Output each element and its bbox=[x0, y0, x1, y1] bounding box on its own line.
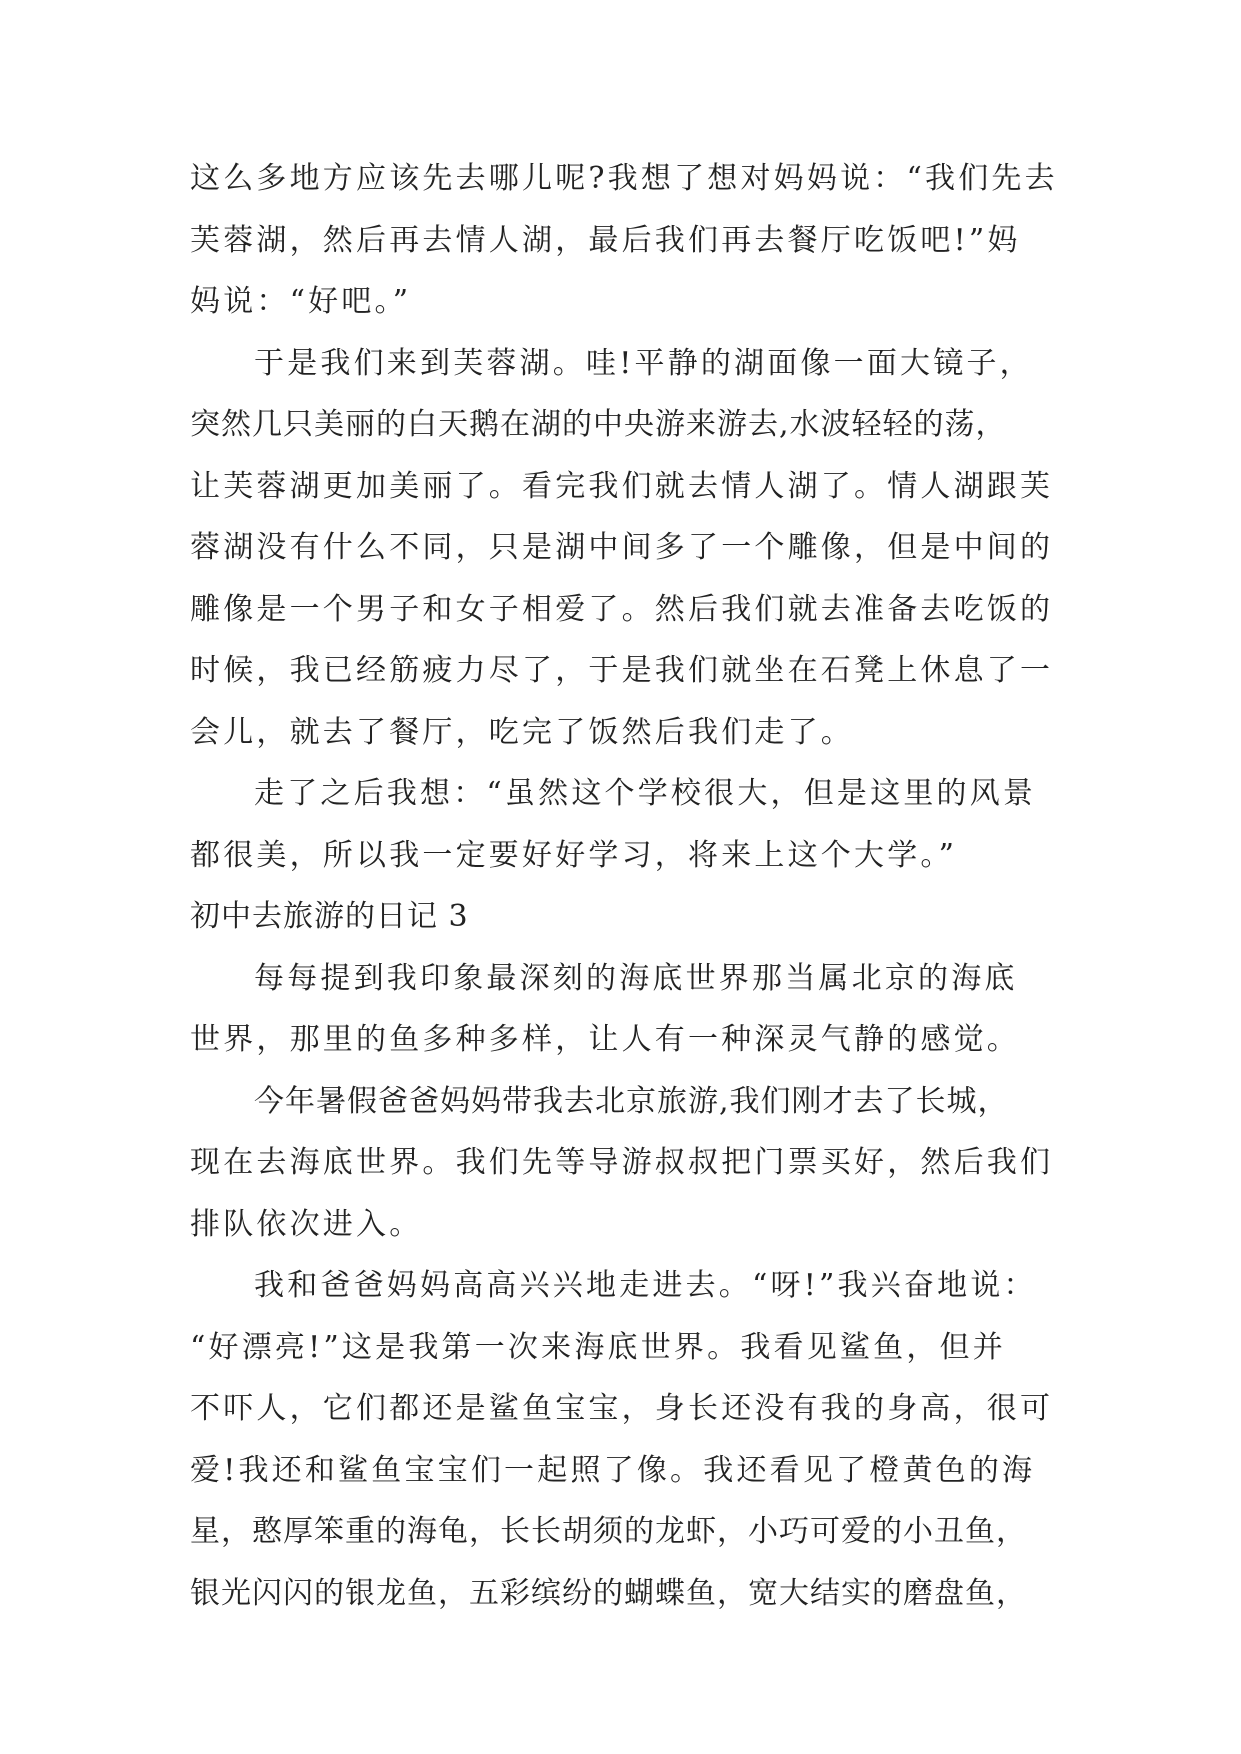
section-heading: 初中去旅游的日记 3 bbox=[190, 899, 469, 934]
text-line: 都很美，所以我一定要好好学习，将来上这个大学。” bbox=[190, 837, 958, 873]
text-line: 现在去海底世界。我们先等导游叔叔把门票买好，然后我们 bbox=[190, 1145, 1054, 1180]
text-line: 时候，我已经筋疲力尽了，于是我们就坐在石凳上休息了一 bbox=[190, 653, 1054, 688]
text-line: 我和爸爸妈妈高高兴兴地走进去。“呀!”我兴奋地说： bbox=[254, 1268, 1037, 1303]
text-line: 妈说：“好吧。” bbox=[190, 284, 412, 319]
text-line: 不吓人，它们都还是鲨鱼宝宝，身长还没有我的身高，很可 bbox=[190, 1391, 1054, 1426]
text-line: 让芙蓉湖更加美丽了。看完我们就去情人湖了。情人湖跟芙 bbox=[190, 468, 1054, 504]
text-line: 雕像是一个男子和女子相爱了。然后我们就去准备去吃饭的 bbox=[190, 591, 1054, 627]
text-line: 突然几只美丽的白天鹅在湖的中央游来游去,水波轻轻的荡， bbox=[190, 407, 1007, 442]
text-line: 蓉湖没有什么不同，只是湖中间多了一个雕像，但是中间的 bbox=[190, 530, 1054, 565]
text-line: 会儿，就去了餐厅，吃完了饭然后我们走了。 bbox=[190, 714, 854, 750]
text-line: 爱!我还和鲨鱼宝宝们一起照了像。我还看见了橙黄色的海 bbox=[190, 1452, 1036, 1488]
text-line: 银光闪闪的银龙鱼，五彩缤纷的蝴蝶鱼，宽大结实的磨盘鱼， bbox=[190, 1575, 1027, 1611]
text-line: 星，憨厚笨重的海龟，长长胡须的龙虾，小巧可爱的小丑鱼， bbox=[190, 1514, 1027, 1549]
text-line: 这么多地方应该先去哪儿呢?我想了想对妈妈说：“我们先去 bbox=[190, 161, 1058, 196]
text-line: 于是我们来到芙蓉湖。哇!平静的湖面像一面大镜子， bbox=[254, 345, 1033, 381]
text-line: 今年暑假爸爸妈妈带我去北京旅游,我们刚才去了长城， bbox=[254, 1083, 1009, 1119]
text-line: 芙蓉湖，然后再去情人湖，最后我们再去餐厅吃饭吧!”妈 bbox=[190, 222, 1021, 258]
text-line: “好漂亮!”这是我第一次来海底世界。我看见鲨鱼，但并 bbox=[190, 1329, 1006, 1365]
document-body bbox=[190, 148, 1070, 1624]
text-line: 世界，那里的鱼多种多样，让人有一种深灵气静的感觉。 bbox=[190, 1022, 1020, 1057]
text-line: 走了之后我想：“虽然这个学校很大，但是这里的风景 bbox=[254, 776, 1037, 811]
text-line: 排队依次进入。 bbox=[190, 1206, 423, 1242]
text-line: 每每提到我印象最深刻的海底世界那当属北京的海底 bbox=[254, 960, 1018, 996]
